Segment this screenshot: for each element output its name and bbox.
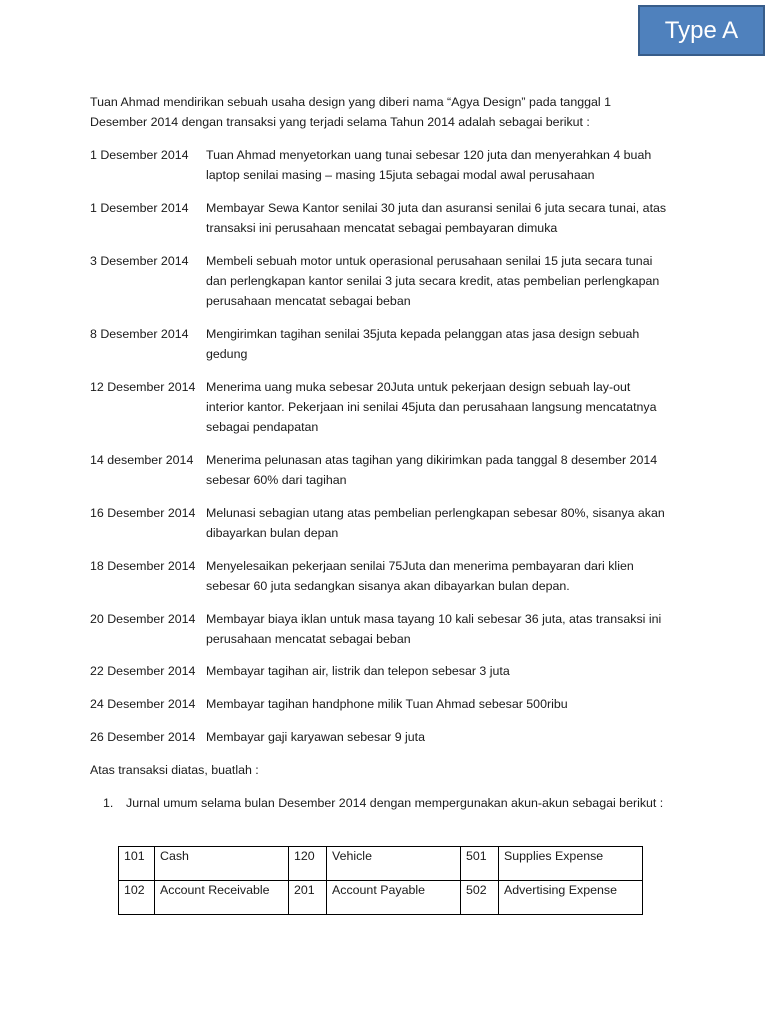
transaction-description	[206, 694, 676, 714]
account-code: 502	[461, 881, 499, 915]
type-badge: Type A	[638, 5, 765, 56]
description-line: Mengirimkan tagihan senilai 35juta kepada pelanggan atas jasa design sebuah	[206, 327, 640, 341]
table-row	[119, 881, 643, 915]
transaction-date: 18 Desember 2014	[90, 559, 196, 573]
account-name: Vehicle	[327, 847, 461, 881]
instruction-text: Atas transaksi diatas, buatlah :	[90, 763, 259, 777]
transaction-description	[206, 727, 676, 747]
description-line: Menyelesaikan pekerjaan senilai 75Juta dan menerima pembayaran dari klien	[206, 559, 634, 573]
transaction-entry	[90, 556, 690, 596]
description-line: Membayar Sewa Kantor senilai 30 juta dan asuransi senilai 6 juta secara tunai, atas	[206, 201, 667, 215]
transaction-date: 1 Desember 2014	[90, 148, 189, 162]
description-line: perusahaan mencatat sebagai beban	[206, 632, 411, 646]
description-line: dibayarkan bulan depan	[206, 526, 339, 540]
transaction-entry	[90, 503, 690, 543]
transaction-description	[206, 377, 676, 437]
transaction-entry	[90, 727, 690, 747]
account-code: 120	[289, 847, 327, 881]
transaction-description	[206, 198, 676, 238]
description-line: laptop senilai masing – masing 15juta sebagai modal awal perusahaan	[206, 168, 595, 182]
description-line: perusahaan mencatat sebagai beban	[206, 294, 411, 308]
intro-line-2: Desember 2014 dengan transaksi yang terjadi selama Tahun 2014 adalah sebagai berikut :	[90, 115, 590, 129]
transaction-date: 24 Desember 2014	[90, 697, 196, 711]
transaction-entry	[90, 324, 690, 364]
transaction-entry	[90, 198, 690, 238]
intro-line-1: Tuan Ahmad mendirikan sebuah usaha design yang diberi nama “Agya Design” pada tanggal 1	[90, 95, 611, 109]
description-line: Tuan Ahmad menyetorkan uang tunai sebesar 120 juta dan menyerahkan 4 buah	[206, 148, 652, 162]
account-name: Cash	[155, 847, 289, 881]
transaction-description	[206, 324, 676, 364]
task-item	[103, 793, 663, 813]
description-line: dan perlengkapan kantor senilai 3 juta secara kredit, atas pembelian perlengkapan	[206, 274, 660, 288]
description-line: Menerima uang muka sebesar 20Juta untuk pekerjaan design sebuah lay-out	[206, 380, 631, 394]
transaction-entry	[90, 145, 690, 185]
transaction-date: 26 Desember 2014	[90, 730, 196, 744]
transaction-entry	[90, 609, 690, 649]
transaction-description	[206, 556, 676, 596]
accounts-table	[118, 846, 643, 915]
transaction-description	[206, 450, 676, 490]
transaction-entry	[90, 661, 690, 681]
transaction-date: 16 Desember 2014	[90, 506, 196, 520]
transaction-date: 22 Desember 2014	[90, 664, 196, 678]
account-name: Account Receivable	[155, 881, 289, 915]
description-line: sebesar 60% dari tagihan	[206, 473, 347, 487]
description-line: Melunasi sebagian utang atas pembelian perlengkapan sebesar 80%, sisanya akan	[206, 506, 665, 520]
description-line: sebesar 60 juta sedangkan sisanya akan dibayarkan bulan depan.	[206, 579, 570, 593]
description-line: sebagai pendapatan	[206, 420, 319, 434]
transaction-entry	[90, 377, 690, 437]
description-line: gedung	[206, 347, 248, 361]
intro-paragraph	[90, 92, 690, 132]
transaction-date: 8 Desember 2014	[90, 327, 189, 341]
task-text: Jurnal umum selama bulan Desember 2014 dengan mempergunakan akun-akun sebagai berikut :	[126, 796, 664, 810]
description-line: Membayar gaji karyawan sebesar 9 juta	[206, 730, 426, 744]
description-line: interior kantor. Pekerjaan ini senilai 45juta dan perusahaan langsung mencatatnya	[206, 400, 657, 414]
description-line: Membayar tagihan air, listrik dan telepon sebesar 3 juta	[206, 664, 510, 678]
description-line: Membayar biaya iklan untuk masa tayang 10 kali sebesar 36 juta, atas transaksi ini	[206, 612, 662, 626]
account-code: 201	[289, 881, 327, 915]
transaction-date: 3 Desember 2014	[90, 254, 189, 268]
transaction-entry	[90, 694, 690, 714]
table-row	[119, 847, 643, 881]
transaction-entry	[90, 251, 690, 311]
task-number: 1.	[103, 796, 114, 810]
account-name: Supplies Expense	[499, 847, 643, 881]
account-name: Advertising Expense	[499, 881, 643, 915]
account-code: 102	[119, 881, 155, 915]
description-line: transaksi ini perusahaan mencatat sebagai pembayaran dimuka	[206, 221, 558, 235]
transaction-description	[206, 145, 676, 185]
account-code: 501	[461, 847, 499, 881]
transaction-entry	[90, 450, 690, 490]
transaction-description	[206, 661, 676, 681]
transaction-date: 12 Desember 2014	[90, 380, 196, 394]
transaction-description	[206, 251, 676, 311]
account-code: 101	[119, 847, 155, 881]
transaction-date: 20 Desember 2014	[90, 612, 196, 626]
description-line: Membeli sebuah motor untuk operasional perusahaan senilai 15 juta secara tunai	[206, 254, 653, 268]
transaction-date: 1 Desember 2014	[90, 201, 189, 215]
transaction-date: 14 desember 2014	[90, 453, 194, 467]
transaction-description	[206, 609, 676, 649]
transaction-description	[206, 503, 676, 543]
account-name: Account Payable	[327, 881, 461, 915]
description-line: Menerima pelunasan atas tagihan yang dikirimkan pada tanggal 8 desember 2014	[206, 453, 658, 467]
description-line: Membayar tagihan handphone milik Tuan Ahmad sebesar 500ribu	[206, 697, 568, 711]
